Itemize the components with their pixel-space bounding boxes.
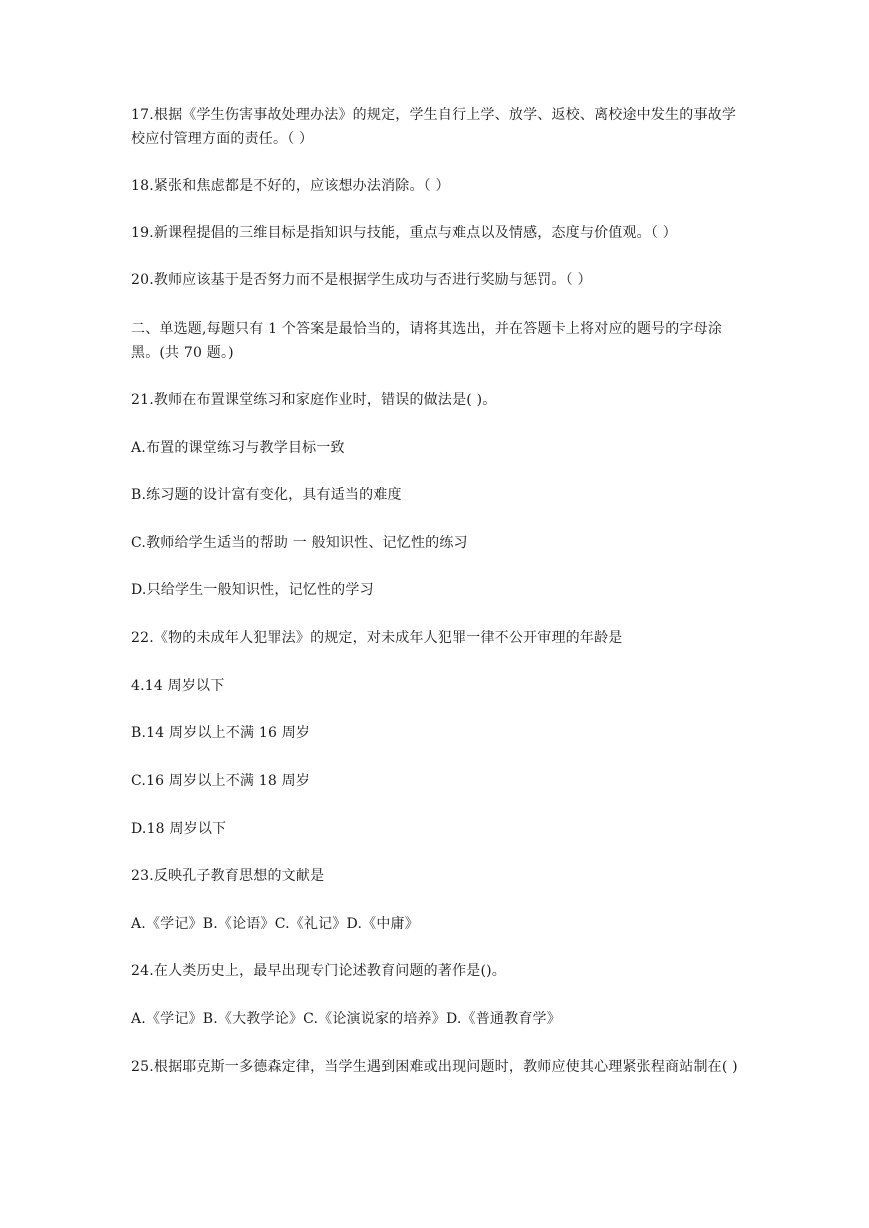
options-23: A.《学记》B.《论语》C.《礼记》D.《中庸》 — [131, 916, 419, 932]
option-22-c: C.16 周岁以上不满 18 周岁 — [131, 773, 311, 789]
option-21-a: A.布置的课堂练习与教学目标一致 — [131, 440, 345, 456]
question-24: 24.在人类历史上，最早出现专门论述教育问题的著作是()。 — [131, 963, 506, 979]
option-22-d: D.18 周岁以下 — [131, 821, 227, 837]
question-22: 22.《物的未成年人犯罪法》的规定，对未成年人犯罪一律不公开审理的年龄是 — [131, 630, 623, 646]
question-18: 18.紧张和焦虑都是不好的，应该想办法消除。（ ） — [131, 178, 450, 194]
question-17: 17.根据《学生伤害事故处理办法》的规定，学生自行上学、放学、返校、离校途中发生的事故学校应付管理方面的责任。（ ） — [131, 107, 737, 147]
option-22-a: 4.14 周岁以下 — [131, 678, 225, 694]
options-24: A.《学记》B.《大教学论》C.《论演说家的培养》D.《普通教育学》 — [131, 1011, 561, 1027]
option-21-b: B.练习题的设计富有变化，具有适当的难度 — [131, 487, 402, 503]
option-21-d: D.只给学生一般知识性，记忆性的学习 — [131, 582, 374, 598]
question-21: 21.教师在布置课堂练习和家庭作业时，错误的做法是( )。 — [131, 392, 497, 408]
section-heading-single-choice: 二、单选题,每题只有 1 个答案是最恰当的，请将其选出，并在答题卡上将对应的题号的字母涂黑。(共 70 题。) — [131, 321, 723, 361]
option-21-c: C.教师给学生适当的帮助 一 般知识性、记忆性的练习 — [131, 535, 468, 551]
question-19: 19.新课程提倡的三维目标是指知识与技能，重点与难点以及情感，态度与价值观。（ ） — [131, 225, 677, 241]
question-25: 25.根据耶克斯一多德森定律，当学生遇到困难或出现问题时，教师应使其心理紧张程商站制在( ) — [131, 1059, 738, 1075]
question-20: 20.教师应该基于是否努力而不是根据学生成功与否进行奖励与惩罚。（ ） — [131, 272, 592, 288]
option-22-b: B.14 周岁以上不满 16 周岁 — [131, 725, 311, 741]
question-23: 23.反映孔子教育思想的文献是 — [131, 868, 325, 884]
